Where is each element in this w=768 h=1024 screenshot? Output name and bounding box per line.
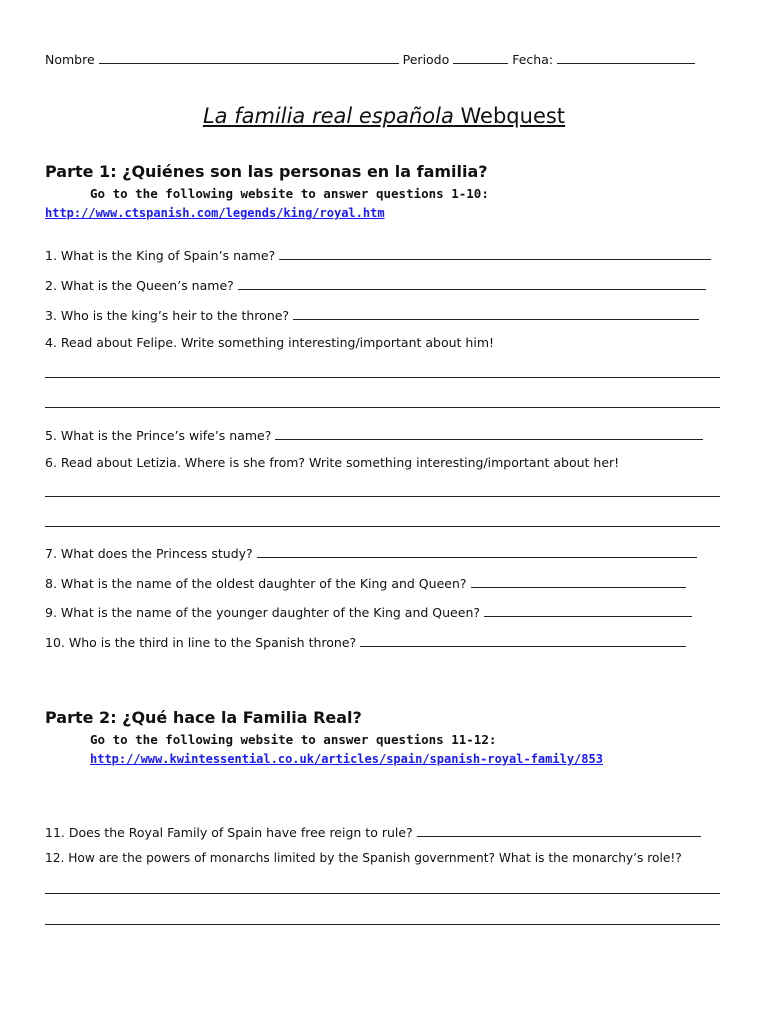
header-row (45, 49, 695, 67)
answer-field[interactable] (471, 573, 686, 588)
answer-field[interactable] (293, 305, 699, 320)
part2-link[interactable]: http://www.kwintessential.co.uk/articles/spain/spanish-royal-family/853 (90, 752, 603, 766)
part1-instruction: Go to the following website to answer questions 1-10: (90, 186, 489, 201)
question-1 (45, 245, 711, 263)
part2-heading: Parte 2: ¿Qué hace la Familia Real? (45, 708, 362, 727)
name-field[interactable] (99, 49, 399, 64)
question-9 (45, 602, 692, 620)
answer-field[interactable] (238, 275, 706, 290)
answer-field[interactable] (275, 425, 703, 440)
question-12 (45, 851, 682, 865)
question-text: 2. What is the Queen’s name? (45, 278, 234, 293)
question-11 (45, 822, 701, 840)
answer-field[interactable] (484, 602, 692, 617)
date-field[interactable] (557, 49, 695, 64)
question-text: 10. Who is the third in line to the Spanish throne? (45, 635, 357, 650)
question-text: 1. What is the King of Spain’s name? (45, 248, 276, 263)
answer-line[interactable] (45, 924, 720, 925)
answer-field[interactable] (257, 543, 697, 558)
answer-line[interactable] (45, 496, 720, 497)
answer-line[interactable] (45, 526, 720, 527)
period-field[interactable] (453, 49, 508, 64)
part1-heading: Parte 1: ¿Quiénes son las personas en la familia? (45, 162, 488, 181)
question-text: 3. Who is the king’s heir to the throne? (45, 308, 290, 323)
question-6 (45, 455, 619, 470)
question-7 (45, 543, 697, 561)
question-2 (45, 275, 706, 293)
page-title (0, 104, 768, 128)
answer-line[interactable] (45, 893, 720, 894)
answer-line[interactable] (45, 407, 720, 408)
question-text: 12. How are the powers of monarchs limited by the Spanish government? What is the monarchy’s role!? (45, 851, 682, 865)
name-label: Nombre (45, 52, 95, 67)
question-text: 9. What is the name of the younger daughter of the King and Queen? (45, 605, 480, 620)
answer-field[interactable] (279, 245, 711, 260)
part2-instruction: Go to the following website to answer questions 11-12: (90, 732, 497, 747)
question-5 (45, 425, 703, 443)
title-italic: La familia real española (202, 104, 454, 128)
date-label: Fecha: (512, 52, 554, 67)
period-label: Periodo (402, 52, 450, 67)
part1-link[interactable]: http://www.ctspanish.com/legends/king/royal.htm (45, 206, 385, 220)
question-8 (45, 573, 686, 591)
title-plain: Webquest (460, 104, 566, 128)
question-text: 4. Read about Felipe. Write something interesting/important about him! (45, 335, 495, 350)
answer-field[interactable] (360, 632, 686, 647)
question-text: 8. What is the name of the oldest daughter of the King and Queen? (45, 576, 467, 591)
question-3 (45, 305, 699, 323)
question-10 (45, 632, 686, 650)
question-text: 6. Read about Letizia. Where is she from? Write something interesting/important about her! (45, 455, 620, 470)
answer-field[interactable] (417, 822, 701, 837)
answer-line[interactable] (45, 377, 720, 378)
question-text: 11. Does the Royal Family of Spain have free reign to rule? (45, 825, 413, 840)
question-text: 5. What is the Prince’s wife’s name? (45, 428, 272, 443)
question-4 (45, 335, 494, 350)
question-text: 7. What does the Princess study? (45, 546, 253, 561)
